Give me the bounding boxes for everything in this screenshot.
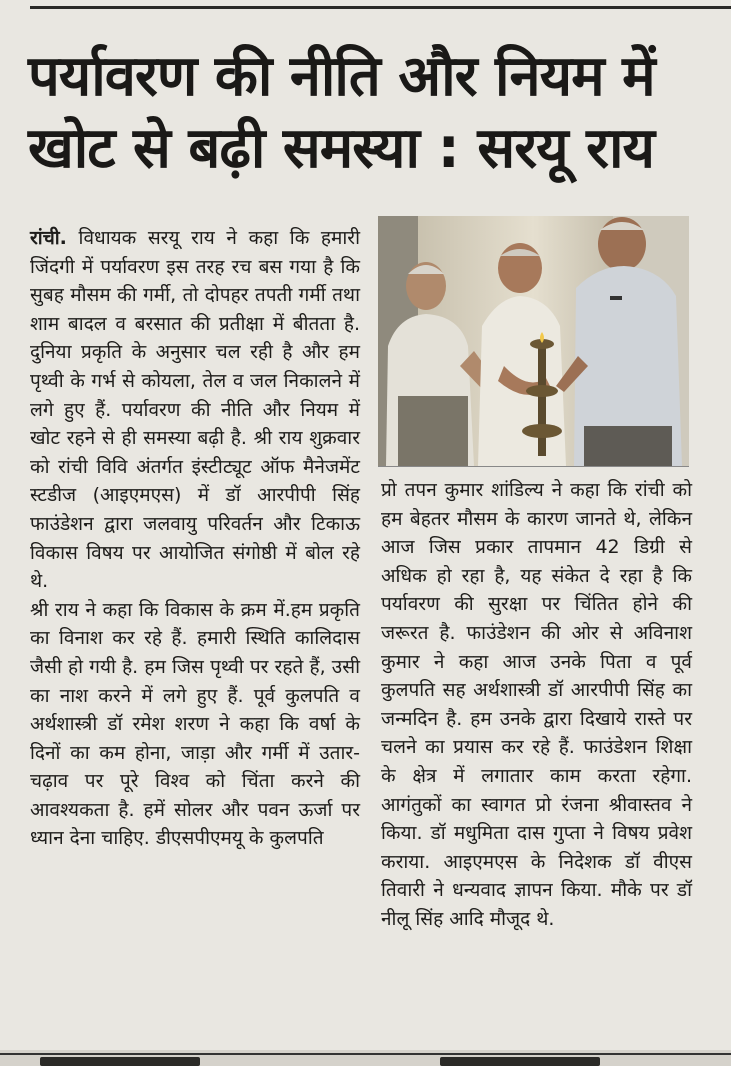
dateline: रांची. (30, 227, 67, 249)
bottom-rule-line (0, 1053, 731, 1055)
article-right-column: प्रो तपन कुमार शांडिल्य ने कहा कि रांची को हम बेहतर मौसम के कारण जानते थे, लेकिन आज जिस प्रकार तापमान 42 डिग्री से अधिक हो रहा है, यह संकेत दे रहा है कि पर्यावरण की सुरक्षा पर चिंतित होने की जरूरत है. फाउंडेशन की ओर से अविनाश कुमार ने कहा आज उनके पिता व पूर्व कुलपति सह अर्थशास्त्री डॉ आरपीपी सिंह का जन्मदिन है. हम उनके द्वारा दिखाये रास्ते पर चलने का प्रयास कर रहे हैं. फाउंडेशन शिक्षा के क्षेत्र में लगातार काम करता रहेगा. आगंतुकों का स्वागत प्रो रंजना श्रीवास्तव ने किया. डॉ मधुमिता दास गुप्ता ने विषय प्रवेश कराया. आइएमएस के निदेशक डॉ वीएस तिवारी ने धन्यवाद ज्ञापन किया. मौके पर डॉ नीलू सिंह आदि मौजूद थे. (381, 479, 692, 930)
article-paragraph-2: श्री राय ने कहा कि विकास के क्रम में.हम प्रकृति का विनाश कर रहे हैं. हमारी स्थिति कालिदास जैसी हो गयी है. हम जिस पृथ्वी पर रहते हैं, उसी का नाश करने में लगे हुए हैं. पूर्व कुलपति व अर्थशास्त्री डॉ रमेश शरण ने कहा कि वर्षा के दिनों का कम होना, जाड़ा और गर्मी में उतार-चढ़ाव पर पूरे विश्व को चिंता करने की आवश्यकता है. हमें सोलर और पवन ऊर्जा पर ध्यान देना चाहिए. डीएसपीएमयू के कुलपति (30, 598, 360, 850)
cropped-next-headline-fragment (40, 1057, 200, 1066)
headline-line-1: पर्यावरण की नीति और नियम में (28, 44, 655, 109)
article-headline (28, 42, 708, 186)
event-photo (378, 216, 689, 467)
headline-line-2: खोट से बढ़ी समस्या : सरयू राय (28, 116, 655, 181)
paragraph-1-text: विधायक सरयू राय ने कहा कि हमारी जिंदगी में पर्यावरण इस तरह रच बस गया है कि सुबह मौसम की गर्मी, तो दोपहर तपती गर्मी तथा शाम बादल व बरसात की प्रतीक्षा में बीतता है. दुनिया प्रकृति के अनुसार चल रही है और हम पृथ्वी के गर्भ से कोयला, तेल व जल निकालने में लगे हुए हैं. पर्यावरण की नीति और नियम में खोट रहने से ही समस्या बढ़ी है. श्री राय शुक्रवार को रांची विवि अंतर्गत इंस्टीट्यूट ऑफ मैनेजमेंट स्टडीज (आइएमएस) में डॉ आरपीपी सिंह फाउंडेशन द्वारा जलवायु परिवर्तन और टिकाऊ विकास विषय पर आयोजित संगोष्ठी में बोल रहे थे. (30, 227, 360, 593)
event-photo-illustration (378, 216, 689, 466)
top-border-rule (30, 6, 731, 9)
cropped-next-headline-fragment (440, 1057, 600, 1066)
bottom-strip (0, 1050, 731, 1066)
article-paragraph-1 (30, 224, 360, 596)
article-left-column (30, 224, 360, 853)
